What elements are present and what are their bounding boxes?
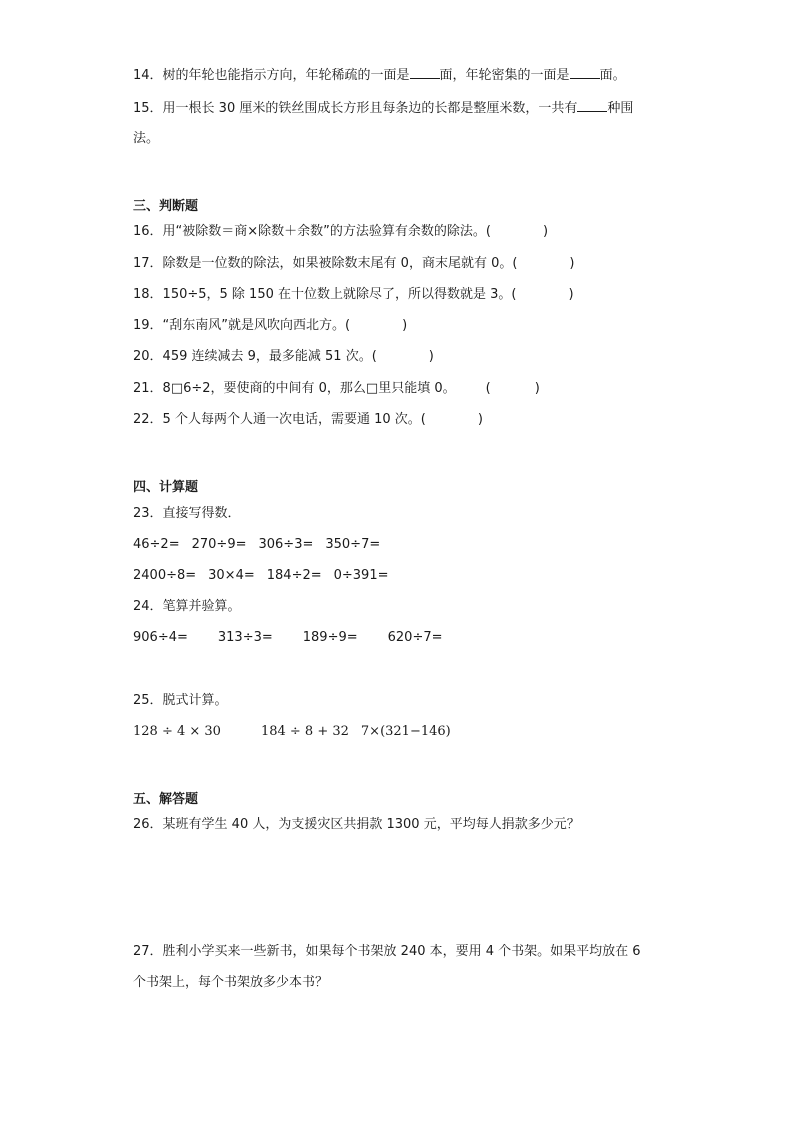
section-calculation-title: 四、计算题 [133, 480, 199, 495]
q21-answer-paren[interactable]: ) [534, 381, 540, 396]
calc-row-4 [133, 723, 451, 741]
calc-item: 46÷2= [133, 537, 180, 552]
question-25: 25．脱式计算。 [133, 693, 228, 708]
calc-item: 306÷3= [258, 537, 314, 552]
question-14 [133, 66, 626, 85]
q15-blank[interactable] [577, 99, 607, 112]
question-20 [133, 348, 434, 366]
calc-item: 30×4= [208, 568, 255, 583]
section-answer-title: 五、解答题 [133, 792, 199, 807]
q14-text-c: 面。 [599, 68, 626, 83]
q22-text: 22．5 个人每两个人通一次电话，需要通 10 次。( [133, 412, 426, 427]
q20-answer-paren[interactable]: ) [428, 349, 434, 364]
calc-item: 189÷9= [302, 630, 358, 645]
calc-item: 906÷4= [133, 630, 188, 645]
expr-item: 184 ÷ 8 + 32 [260, 724, 349, 739]
calc-row-3 [133, 629, 443, 647]
calc-row-2 [133, 567, 389, 585]
q16-text: 16．用“被除数＝商×除数＋余数”的方法验算有余数的除法。( [133, 224, 491, 239]
q19-text: 19．“刮东南风”就是风吹向西北方。( [133, 318, 351, 333]
q18-answer-paren[interactable]: ) [568, 287, 574, 302]
expr-item: 7×(321−146) [360, 724, 451, 739]
q21-open-paren: ( [485, 381, 491, 396]
q19-answer-paren[interactable]: ) [402, 318, 408, 333]
calc-item: 350÷7= [325, 537, 381, 552]
question-15-cont [133, 130, 159, 148]
q14-text-a: 14．树的年轮也能指示方向，年轮稀疏的一面是 [133, 68, 410, 83]
q14-blank-2[interactable] [570, 66, 600, 79]
q14-blank-1[interactable] [410, 66, 440, 79]
calc-row-1 [133, 536, 380, 554]
section-judgement-title: 三、判断题 [133, 199, 199, 214]
q16-answer-paren[interactable]: ) [542, 224, 549, 239]
q20-text: 20．459 连续减去 9，最多能减 51 次。( [133, 349, 377, 364]
question-16 [133, 223, 548, 241]
calc-item: 184÷2= [266, 568, 322, 583]
question-26: 26．某班有学生 40 人，为支援灾区共捐款 1300 元，平均每人捐款多少元？ [133, 817, 580, 832]
q15-text-b: 种围 [607, 101, 634, 116]
question-18 [133, 286, 574, 304]
question-23: 23．直接写得数． [133, 506, 241, 521]
q22-answer-paren[interactable]: ) [477, 412, 483, 427]
question-21 [133, 380, 540, 398]
calc-item: 620÷7= [387, 630, 443, 645]
q15-text-a: 15．用一根长 30 厘米的铁丝围成长方形且每条边的长都是整厘米数，一共有 [133, 101, 578, 116]
expr-item: 128 ÷ 4 × 30 [133, 724, 221, 739]
question-27-cont: 个书架上，每个书架放多少本书？ [133, 975, 329, 990]
q21-text: 21．8□6÷2，要使商的中间有 0，那么□里只能填 0。 [133, 381, 456, 396]
calc-item: 313÷3= [217, 630, 273, 645]
calc-item: 0÷391= [333, 568, 389, 583]
q18-text: 18．150÷5，5 除 150 在十位数上就除尽了，所以得数就是 3。( [133, 287, 517, 302]
q14-text-b: 面，年轮密集的一面是 [439, 68, 570, 83]
q17-answer-paren[interactable]: ) [569, 256, 575, 271]
question-19 [133, 317, 407, 335]
question-24: 24．笔算并验算。 [133, 599, 241, 614]
question-17 [133, 255, 575, 273]
q17-text: 17．除数是一位数的除法，如果被除数末尾有 0，商末尾就有 0。( [133, 256, 518, 271]
question-22 [133, 411, 483, 429]
calc-item: 2400÷8= [133, 568, 197, 583]
question-27: 27．胜利小学买来一些新书，如果每个书架放 240 本，要用 4 个书架。如果平均放在 6 [133, 944, 641, 959]
q15-text-c: 法。 [133, 131, 160, 146]
calc-item: 270÷9= [191, 537, 247, 552]
question-15 [133, 99, 633, 118]
